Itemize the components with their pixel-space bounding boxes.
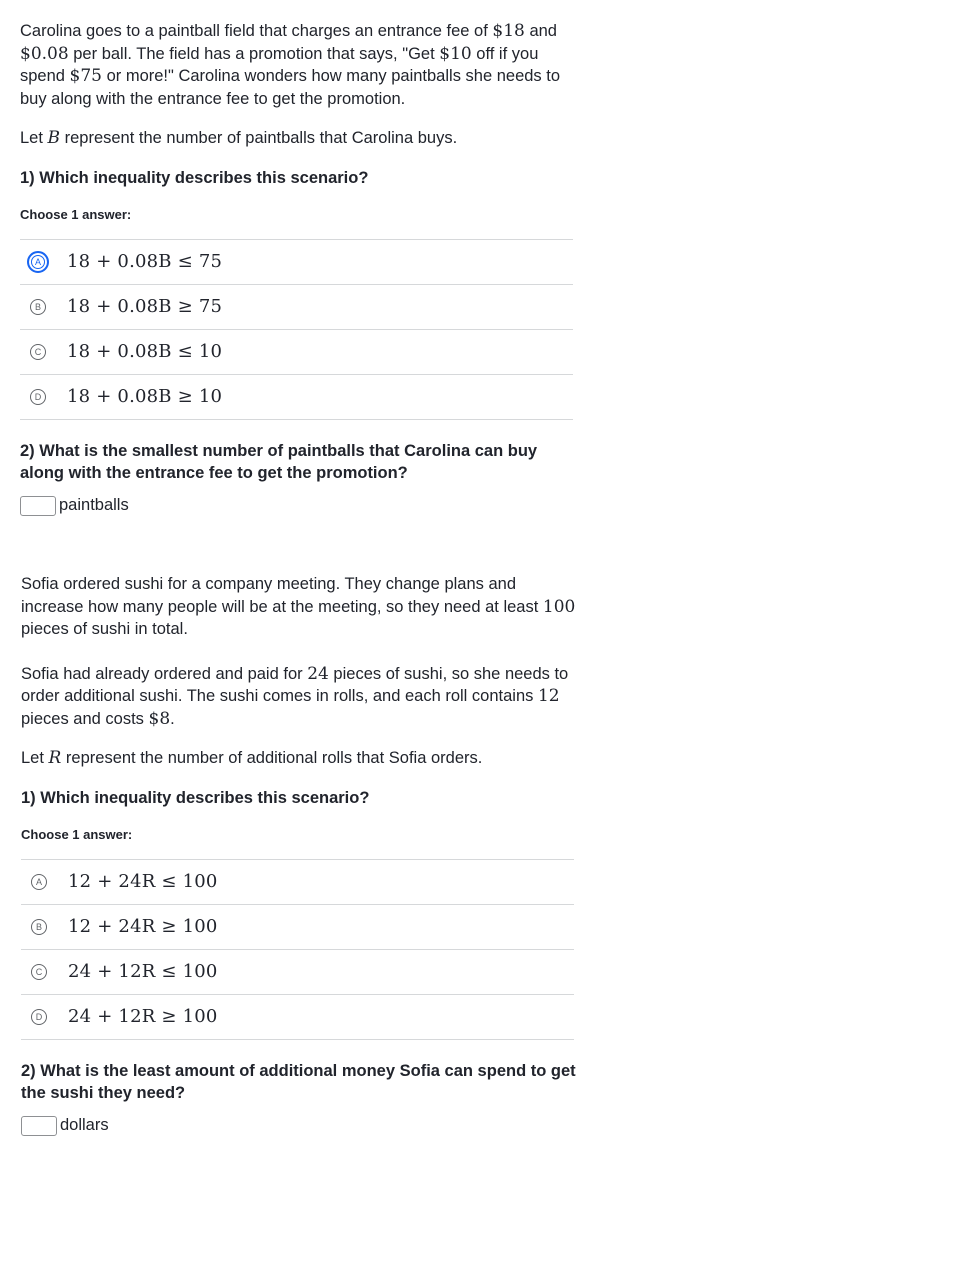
let-prefix: Let — [21, 749, 49, 767]
choice-d[interactable] — [21, 995, 574, 1040]
text-segment: and — [524, 22, 557, 40]
choice-letter-icon: D — [31, 1009, 47, 1025]
variable-definition — [21, 747, 581, 770]
answer-choices — [20, 239, 573, 420]
choice-expression: 12 + 24R ≥ 100 — [68, 916, 218, 937]
let-suffix: represent the number of additional rolls that Sofia orders. — [61, 749, 483, 767]
answer-choices — [21, 859, 574, 1040]
text-segment: off if you spend — [20, 44, 539, 85]
text-segment: pieces of sushi, so she needs to order additional sushi. The sushi comes in rolls, and each roll contains — [21, 664, 569, 705]
text-segment: per ball. The field has a promotion that says, "Get — [68, 44, 440, 63]
choice-letter-icon: A — [27, 251, 49, 273]
choice-letter-icon: B — [31, 919, 47, 935]
let-suffix: represent the number of paintballs that Carolina buys. — [60, 129, 458, 147]
variable-symbol: B — [47, 128, 61, 148]
choice-letter-icon: C — [31, 964, 47, 980]
choice-b[interactable] — [21, 905, 574, 950]
math-value: $75 — [69, 66, 102, 86]
math-value: 24 — [307, 663, 329, 684]
choice-expression: 18 + 0.08B ≤ 10 — [67, 341, 223, 362]
question-1-heading: 1) Which inequality describes this scenario? — [20, 168, 369, 187]
problem-sushi — [21, 573, 581, 1136]
text-segment: . — [170, 709, 175, 728]
choice-expression: 18 + 0.08B ≥ 10 — [67, 386, 223, 407]
problem-intro-1 — [21, 573, 581, 641]
text-segment: Sofia had already ordered and paid for — [21, 664, 308, 683]
answer-input[interactable] — [20, 496, 56, 516]
answer-input[interactable] — [21, 1116, 57, 1136]
variable-definition — [20, 127, 580, 150]
math-value: 12 — [537, 686, 560, 706]
problem-intro-2 — [21, 663, 581, 731]
choice-expression: 12 + 24R ≤ 100 — [68, 871, 218, 892]
math-value: 100 — [542, 596, 576, 617]
question-2-heading: 2) What is the smallest number of paintballs that Carolina can buy along with the entrance fee to get the promotion? — [20, 441, 538, 482]
choice-letter-icon: D — [30, 389, 46, 405]
text-segment: or more!" Carolina wonders how many paintballs she needs to buy along with the entrance fee to get the promotion. — [20, 67, 561, 108]
choice-letter-icon: A — [31, 874, 47, 890]
choice-expression: 18 + 0.08B ≤ 75 — [67, 251, 223, 272]
answer-row — [21, 1116, 581, 1136]
choice-expression: 24 + 12R ≤ 100 — [68, 961, 218, 982]
choice-letter-icon: B — [30, 299, 46, 315]
choice-a[interactable] — [21, 860, 574, 905]
choice-c[interactable] — [20, 330, 573, 375]
answer-unit: paintballs — [59, 496, 129, 514]
text-segment: Carolina goes to a paintball field that charges an entrance fee of — [20, 22, 493, 40]
text-segment: pieces and costs — [21, 709, 149, 728]
variable-symbol: R — [48, 748, 62, 768]
choose-label: Choose 1 answer: — [20, 206, 132, 222]
choose-label: Choose 1 answer: — [21, 826, 133, 842]
answer-row — [20, 496, 580, 516]
math-value: $10 — [439, 43, 472, 64]
text-segment: pieces of sushi in total. — [21, 620, 188, 638]
math-value: $18 — [492, 21, 525, 41]
choice-a[interactable] — [20, 240, 573, 285]
choice-d[interactable] — [20, 375, 573, 420]
let-prefix: Let — [20, 129, 48, 147]
choice-b[interactable] — [20, 285, 573, 330]
math-value: $8 — [148, 708, 171, 729]
question-2-heading: 2) What is the least amount of additional money Sofia can spend to get the sushi they need? — [21, 1061, 576, 1102]
question-1-heading: 1) Which inequality describes this scenario? — [21, 788, 370, 807]
choice-c[interactable] — [21, 950, 574, 995]
choice-expression: 24 + 12R ≥ 100 — [68, 1006, 218, 1027]
answer-unit: dollars — [60, 1116, 109, 1134]
text-segment: Sofia ordered sushi for a company meeting. They change plans and increase how many people will be at the meeting, so they need at least — [21, 575, 543, 616]
problem-paintball — [20, 20, 580, 516]
choice-expression: 18 + 0.08B ≥ 75 — [67, 296, 223, 317]
problem-intro — [20, 20, 580, 110]
choice-letter-icon: C — [30, 344, 46, 360]
math-value: $0.08 — [20, 43, 69, 64]
